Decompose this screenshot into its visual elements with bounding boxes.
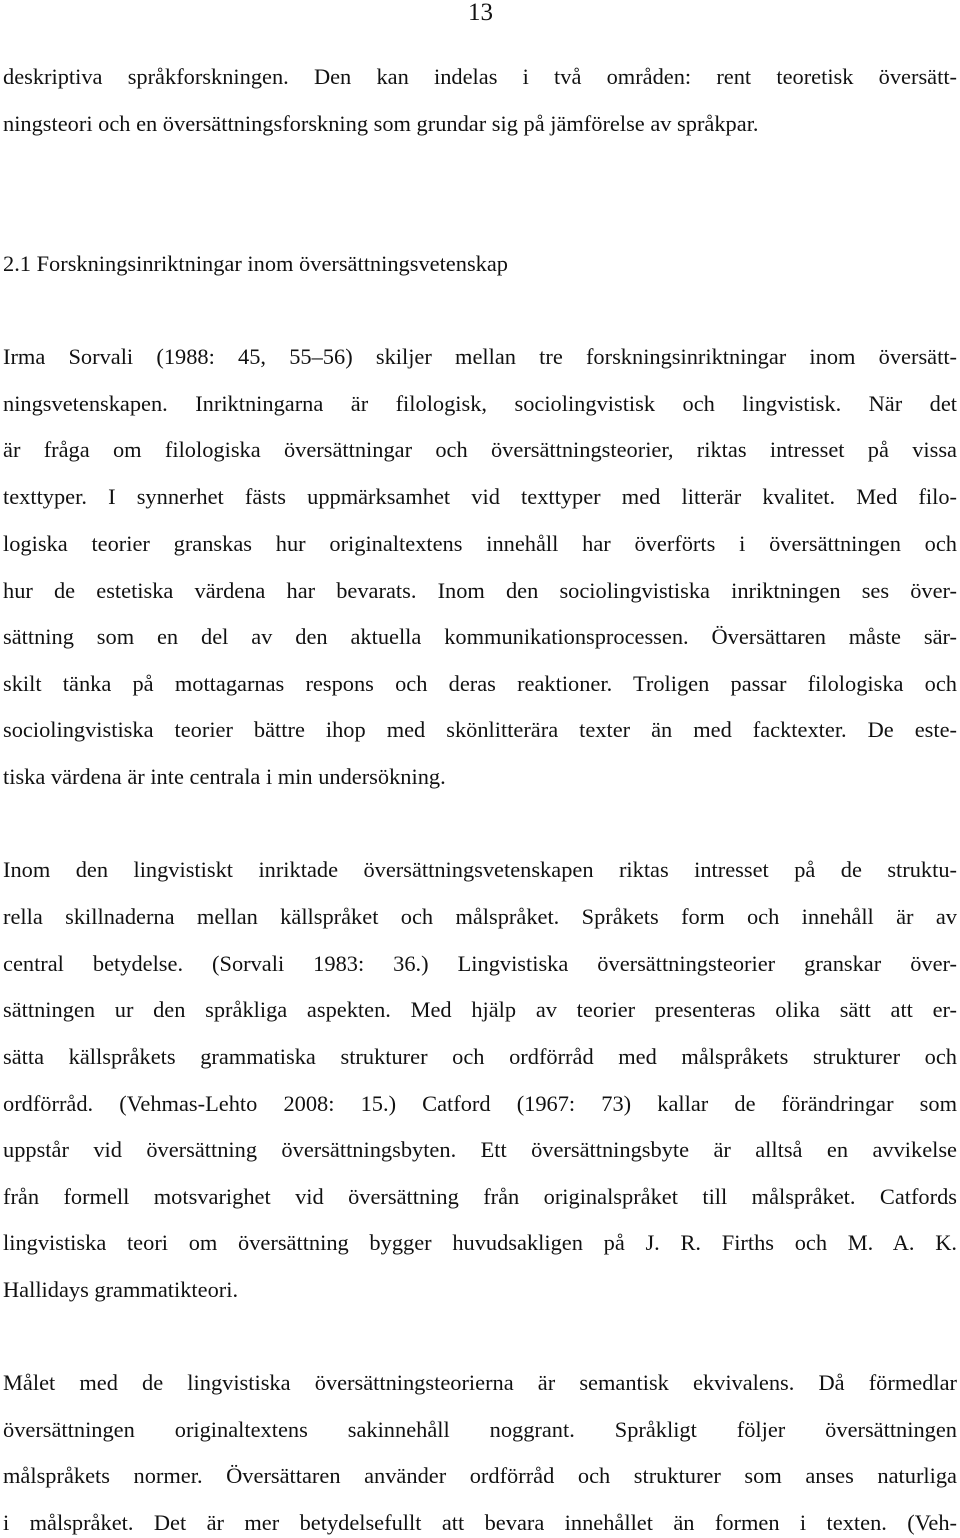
text-line: i målspråket. Det är mer betydelsefullt att bevara innehållet än formen i texten. (Veh-	[3, 1510, 957, 1535]
text-line: ningsteori och en översättningsforskning som grundar sig på jämförelse av språkpar.	[3, 111, 759, 136]
text-line: sättning som en del av den aktuella kommunikationsprocessen. Översättaren måste sär-	[3, 624, 957, 649]
text-line: Irma Sorvali (1988: 45, 55–56) skiljer mellan tre forskningsinriktningar inom översätt-	[3, 344, 957, 369]
text-line: ordförråd. (Vehmas-Lehto 2008: 15.) Catford (1967: 73) kallar de förändringar som	[3, 1091, 957, 1116]
section-heading-text: 2.1 Forskningsinriktningar inom översättningsvetenskap	[3, 251, 508, 276]
text-line: Hallidays grammatikteori.	[3, 1277, 239, 1302]
text-line: central betydelse. (Sorvali 1983: 36.) Lingvistiska översättningsteorier granskar över-	[3, 951, 957, 976]
text-line: översättningen originaltextens sakinnehåll noggrant. Språkligt följer översättningen	[3, 1417, 957, 1442]
text-line: sociolingvistiska teorier bättre ihop med skönlitterära texter än med facktexter. De este-	[3, 717, 957, 742]
text-line: Målet med de lingvistiska översättningsteorierna är semantisk ekvivalens. Då förmedlar	[3, 1370, 957, 1395]
text-line: logiska teorier granskas hur originaltextens innehåll har överförts i översättningen och	[3, 531, 957, 556]
text-line: är fråga om filologiska översättningar och översättningsteorier, riktas intresset på vissa	[3, 437, 957, 462]
text-line: från formell motsvarighet vid översättning från originalspråket till målspråket. Catfords	[3, 1184, 957, 1209]
text-line: Inom den lingvistiskt inriktade översättningsvetenskapen riktas intresset på de struktu-	[3, 857, 957, 882]
page-number: 13	[468, 0, 493, 26]
text-line: målspråkets normer. Översättaren använder ordförråd och strukturer som anses naturliga	[3, 1463, 957, 1488]
text-line: ningsvetenskapen. Inriktningarna är filologisk, sociolingvistisk och lingvistisk. När det	[3, 391, 957, 416]
text-line: skilt tänka på mottagarnas respons och deras reaktioner. Troligen passar filologiska och	[3, 671, 957, 696]
text-line: sättningen ur den språkliga aspekten. Med hjälp av teorier presenteras olika sätt att er-	[3, 997, 957, 1022]
text-line: rella skillnaderna mellan källspråket och målspråket. Språkets form och innehåll är av	[3, 904, 957, 929]
text-line: sätta källspråkets grammatiska strukturer och ordförråd med målspråkets strukturer och	[3, 1044, 957, 1069]
text-line: texttyper. I synnerhet fästs uppmärksamhet vid texttyper med litterär kvalitet. Med filo-	[3, 484, 957, 509]
text-line: tiska värdena är inte centrala i min undersökning.	[3, 764, 446, 789]
text-line: deskriptiva språkforskningen. Den kan indelas i två områden: rent teoretisk översätt-	[3, 64, 957, 89]
text-line: hur de estetiska värdena har bevarats. Inom den sociolingvistiska inriktningen ses över-	[3, 578, 957, 603]
text-line: uppstår vid översättning översättningsbyten. Ett översättningsbyte är alltså en avvikelse	[3, 1137, 957, 1162]
text-line: lingvistiska teori om översättning bygger huvudsakligen på J. R. Firths och M. A. K.	[3, 1230, 957, 1255]
